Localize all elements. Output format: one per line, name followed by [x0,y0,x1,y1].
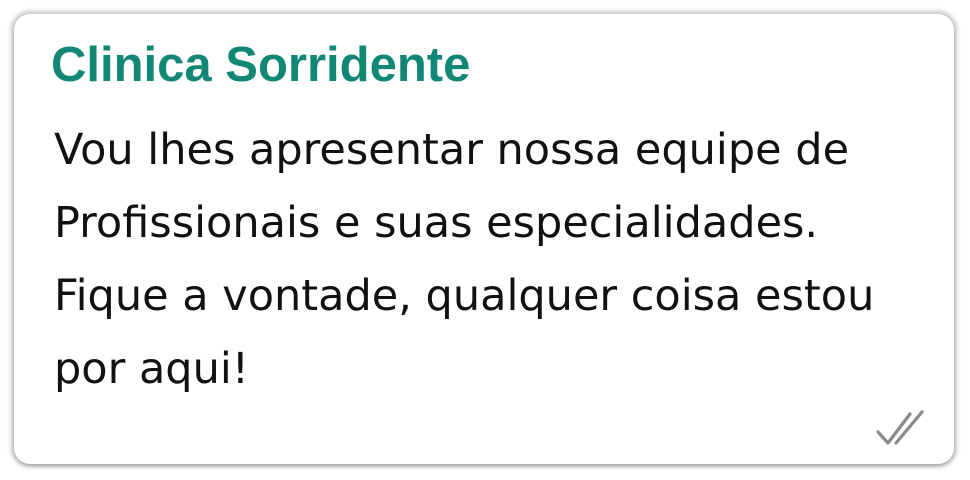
message-text: Vou lhes apresentar nossa equipe de Profissionais e suas especialidades. Fique a vontade, qualquer coisa estou por aqui! [54,125,875,394]
double-check-icon [874,408,936,448]
sender-name: Clinica Sorridente [51,38,471,92]
chat-message-bubble [14,14,954,464]
